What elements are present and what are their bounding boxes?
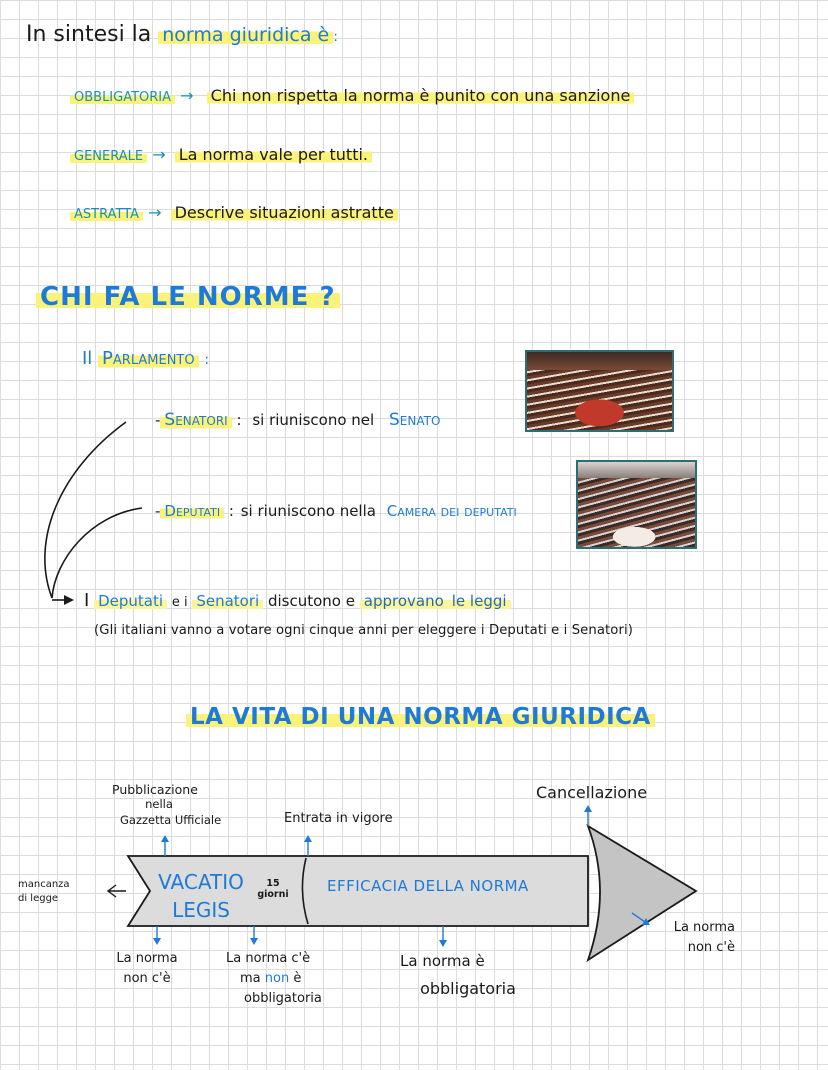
conclusion-e-i: e i	[171, 595, 188, 610]
vacatio-line1: VACATIO	[158, 870, 244, 894]
no-norm-line1: La norma	[116, 951, 178, 966]
election-note: (Gli italiani vanno a votare ogni cinque anni per eleggere i Deputati e i Senatori)	[94, 623, 633, 638]
exists-line2-e: è	[293, 971, 302, 986]
conclusion-deputati: Deputati	[94, 592, 167, 610]
parliament-label: Parlamento	[98, 348, 199, 369]
dash: -	[155, 502, 161, 520]
senators-text: si riuniscono nel	[252, 411, 375, 429]
arrow-icon: →	[148, 203, 162, 222]
mandatory-label	[400, 947, 536, 1003]
end-line2: non c'è	[687, 940, 735, 955]
publication-line1: Pubblicazione	[112, 782, 198, 797]
deputies-text: si riuniscono nella	[240, 502, 376, 520]
missing-law-label	[18, 878, 70, 906]
colon: :	[228, 502, 234, 520]
vacatio-legis-label	[157, 868, 245, 924]
publication-line3: Gazzetta Ufficiale	[120, 813, 222, 827]
intro-prefix: In sintesi la	[26, 22, 152, 47]
end-line1: La norma	[673, 920, 735, 935]
cancellation-label: Cancellazione	[536, 783, 648, 802]
section-title-vita-norma: LA VITA DI UNA NORMA GIURIDICA	[186, 706, 655, 729]
parliament-prefix: Il	[82, 348, 93, 369]
characteristic-term: ASTRATTA	[70, 207, 143, 222]
intro-highlight: norma giuridica è	[158, 24, 333, 46]
exists-line1: La norma c'è	[226, 951, 311, 966]
intro-suffix: :	[333, 29, 338, 45]
characteristic-text: Descrive situazioni astratte	[171, 203, 398, 222]
no-norm-line2: non c'è	[123, 971, 171, 986]
exists-line2-non: non	[264, 971, 290, 986]
days-line2: giorni	[257, 889, 289, 900]
efficacy-label: EFFICACIA DELLA NORMA	[327, 877, 529, 895]
camera-label: Camera dei deputati	[386, 502, 517, 520]
section-title-chi-fa-le-norme: CHI FA LE NORME ?	[36, 284, 340, 310]
days-line1: 15	[266, 878, 280, 889]
dash: -	[155, 411, 161, 429]
exists-not-mandatory-label	[226, 949, 338, 1009]
senato-label: Senato	[388, 410, 441, 430]
conclusion-discutono: discutono e	[267, 592, 355, 610]
characteristic-text: La norma vale per tutti.	[175, 145, 372, 164]
conclusion-i: I	[84, 590, 90, 611]
publication-line2: nella	[145, 797, 173, 811]
characteristic-term: OBBLIGATORIA	[70, 90, 175, 105]
no-norm-label	[114, 949, 180, 989]
missing-law-line2: di legge	[18, 893, 59, 904]
conclusion-approvano: approvano	[360, 592, 448, 610]
senators-term: Senatori	[160, 410, 231, 430]
conclusion-senatori: Senatori	[192, 592, 263, 610]
deputies-term: Deputati	[160, 502, 224, 520]
mandatory-line2: obbligatoria	[420, 979, 516, 998]
parliament-suffix: :	[204, 352, 210, 368]
mandatory-line1: La norma è	[400, 952, 485, 970]
days-label	[256, 878, 290, 900]
arrow-icon: →	[152, 145, 166, 164]
publication-label	[112, 783, 224, 827]
characteristic-term: GENERALE	[70, 149, 147, 164]
characteristic-text: Chi non rispetta la norma è punito con una sanzione	[207, 86, 635, 105]
exists-line3: obbligatoria	[244, 991, 322, 1006]
vacatio-line2: LEGIS	[172, 898, 230, 922]
colon: :	[236, 411, 242, 429]
missing-law-line1: mancanza	[18, 879, 70, 890]
end-norm-label	[655, 918, 735, 958]
conclusion-leggi: le leggi	[448, 592, 511, 610]
arrow-icon: →	[180, 86, 194, 105]
entry-into-force-label: Entrata in vigore	[284, 811, 393, 826]
exists-line2-ma: ma	[240, 971, 261, 986]
